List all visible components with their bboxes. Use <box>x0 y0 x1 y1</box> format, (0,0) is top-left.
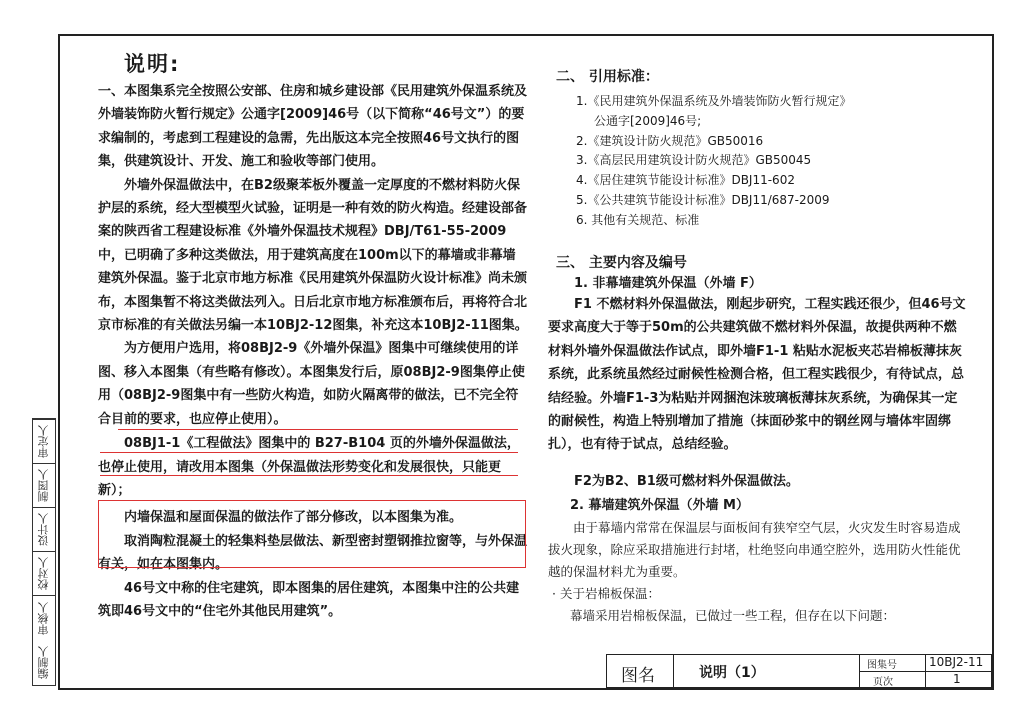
sidebar-cell: 校对人 <box>33 551 55 596</box>
paragraph-f1: F1 不燃材料外保温做法，刚起步研究，工程实践还很少，但46号文要求高度大于等于50m的公共建筑做不燃材料外保温，故提供两种不燃材料外墙外保温做法作试点，即外墙F1-1 粘贴水泥板夹芯岩棉板薄抹灰系统，此系统虽然经过耐候性检测合格，但工程实践很少，有待试点，总结经验。外墙F1-3为粘贴并网捆泡沫玻璃板薄抹灰系统，为确保其一定的耐候性，构造上特别增加了措施（抹面砂浆中的钢丝网与墙体牢固绑扎），也有待于试点，总结经验。 <box>548 297 966 453</box>
paragraph-exterior: 外墙外保温做法中，在B2级聚苯板外覆盖一定厚度的不燃材料防火保护层的系统，经大型模型火试验，证明是一种有效的防火构造。经建设部备案的陕西省工程建设标准《外墙外保温技术规程》DBJ/T61-55-2009中，已明确了多种这类做法，用于建筑高度在100m以下的幕墙或非幕墙建筑外保温。鉴于北京市地方标准《民用建筑外保温防火设计标准》尚未颁布，本图集暂不将这类做法列入。日后北京市地方标准颁布后，再将符合北京市标准的有关做法另编一本10BJ2-12图集，补充这本10BJ2-11图集。 <box>98 177 528 334</box>
reference-item: 4.《居住建筑节能设计标准》DBJ11-602 <box>576 173 795 188</box>
atlas-number: 10BJ2-11 <box>929 655 984 669</box>
atlas-label: 图集号 <box>867 660 897 671</box>
drawing-name: 说明（1） <box>699 665 765 681</box>
paragraph-08bj1-1: 08BJ1-1《工程做法》图集中的 B27-B104 页的外墙外保温做法，也停止使用，请改用本图集（外保温做法形势变化和发展很快，只能更新）； <box>98 436 520 498</box>
sidebar-cell: 制图人 <box>33 463 55 508</box>
page-title: 说明: <box>124 52 181 76</box>
sidebar-cell: 审核人 <box>33 595 55 642</box>
paragraph-rockwool: · 关于岩棉板保温： <box>552 586 660 601</box>
subheading-non-curtain: 1. 非幕墙建筑外保温（外墙 F） <box>574 276 762 291</box>
reference-item: 1.《民用建筑外保温系统及外墙装饰防火暂行规定》 <box>576 94 852 108</box>
sidebar-cell: 设计人 <box>33 507 55 552</box>
subheading-curtain: 2. 幕墙建筑外保温（外墙 M） <box>570 498 749 513</box>
page-label: 页次 <box>873 677 893 688</box>
paragraph-intro: 一、本图集系完全按照公安部、住房和城乡建设部《民用建筑外保温系统及外墙装饰防火暂行规定》公通字[2009]46号（以下简称“46号文”）的要求编制的，考虑到工程建设的急需，先出版这本完全按照46号文执行的图集，供建筑设计、开发、施工和验收等部门使用。 <box>98 84 528 170</box>
highlight-underline <box>118 429 518 430</box>
highlight-box <box>98 500 526 568</box>
reference-item: 3.《高层民用建筑设计防火规范》GB50045 <box>576 153 812 168</box>
reference-item: 6. 其他有关规范、标准 <box>576 212 700 227</box>
reference-item: 公通字[2009]46号; <box>594 113 702 128</box>
title-block <box>606 654 992 688</box>
reference-item: 5.《公共建筑节能设计标准》DBJ11/687-2009 <box>576 192 830 207</box>
sidebar-cell: 审定人 <box>33 419 55 464</box>
paragraph-08bj2-9: 为方便用户选用，将08BJ2-9《外墙外保温》图集中可继续使用的详图、移入本图集（有些略有修改）。本图集发行后，原08BJ2-9图集停止使用（08BJ2-9图集中有一些防火构造，如防火隔离带的做法，已不完全符合目前的要求，也应停止使用）。 <box>98 341 525 427</box>
title-label: 图名 <box>621 666 655 686</box>
paragraph-ceramsite: 取消陶粒混凝土的轻集料垫层做法、新型密封塑钢推拉窗等，与外保温有关，如在本图集内。 <box>98 533 528 573</box>
paragraph-rockwool-issues: 幕墙采用岩棉板保温，已做过一些工程，但存在以下问题： <box>570 608 896 623</box>
paragraph-f2: F2为B2、B1级可燃材料外保温做法。 <box>574 474 799 489</box>
section-heading-contents: 三、 主要内容及编号 <box>556 255 687 271</box>
sidebar-cell: 编制人 <box>37 646 50 680</box>
reference-item: 2.《建筑设计防火规范》GB50016 <box>576 133 764 148</box>
signature-sidebar <box>32 418 56 686</box>
paragraph-46-note: 46号文中称的住宅建筑，即本图集的居住建筑，本图集中注的公共建筑即46号文中的“住宅外其他民用建筑”。 <box>98 580 520 619</box>
reference-list <box>576 92 851 231</box>
paragraph-interior: 内墙保温和屋面保温的做法作了部分修改，以本图集为准。 <box>124 510 463 526</box>
highlight-underline <box>100 475 518 476</box>
highlight-underline <box>100 452 518 453</box>
paragraph-curtain: 由于幕墙内常常在保温层与面板间有狭窄空气层，火灾发生时容易造成拔火现象，除应采取措施进行封堵，杜绝竖向串通空腔外，选用防火性能优越的保温材料尤为重要。 <box>548 520 961 579</box>
page-number: 1 <box>953 672 961 686</box>
section-heading-references: 二、 引用标准： <box>556 69 659 85</box>
